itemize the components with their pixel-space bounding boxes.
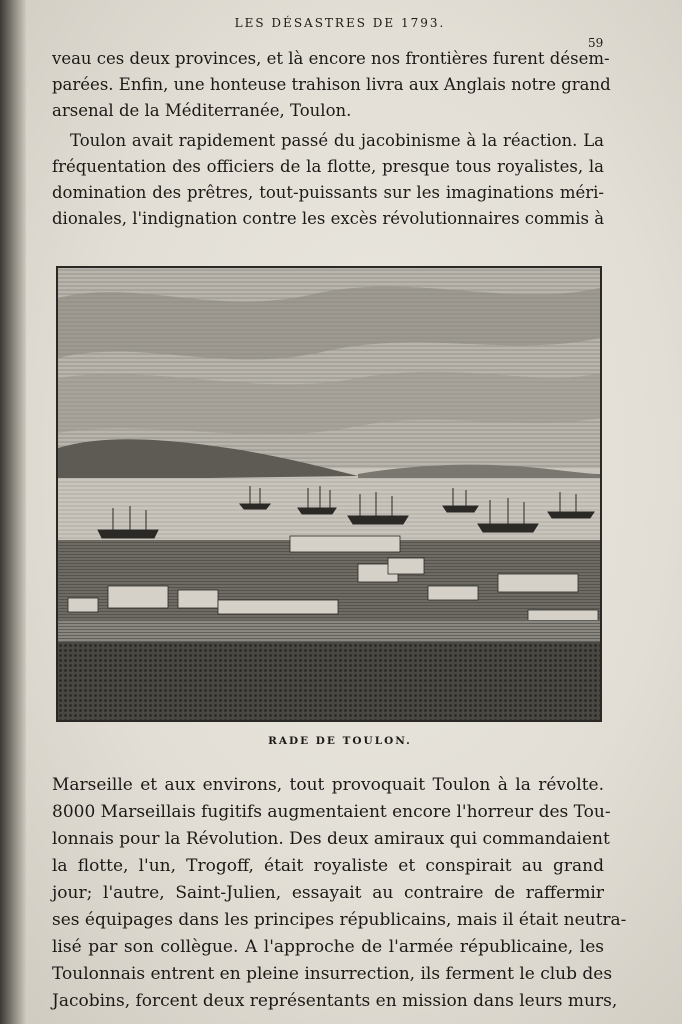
text-line: jour; l'autre, Saint-Julien, essayait au contraire de raffermir xyxy=(52,883,604,903)
text-line: ses équipages dans les principes républicains, mais il était neutra- xyxy=(52,910,627,930)
text-line: 8000 Marseillais fugitifs augmentaient encore l'horreur des Tou- xyxy=(52,802,611,822)
text-line: lisé par son collègue. A l'approche de l'armée républicaine, les xyxy=(52,937,604,957)
text-line: arsenal de la Méditerranée, Toulon. xyxy=(52,101,352,120)
text-line: parées. Enfin, une honteuse trahison livra aux Anglais notre grand xyxy=(52,75,611,94)
running-head: LES DÉSASTRES DE 1793. xyxy=(234,16,446,30)
text-line: Toulonnais entrent en pleine insurrection, ils ferment le club des xyxy=(52,964,613,984)
paragraph-2 xyxy=(52,128,604,232)
figure-caption: RADE DE TOULON. xyxy=(268,735,412,747)
text-line: veau ces deux provinces, et là encore nos frontières furent désem- xyxy=(52,49,610,68)
text-line: fréquentation des officiers de la flotte, presque tous royalistes, la xyxy=(52,157,604,176)
text-line: Jacobins, forcent deux représentants en mission dans leurs murs, xyxy=(52,991,618,1011)
text-line: dionales, l'indignation contre les excès révolutionnaires commis à xyxy=(52,209,605,228)
text-line: domination des prêtres, tout-puissants sur les imaginations méri- xyxy=(52,183,604,202)
harbor-engraving xyxy=(58,268,600,720)
paragraph-3 xyxy=(52,772,627,1015)
paragraph-1 xyxy=(52,46,611,124)
engraving-illustration xyxy=(56,266,602,722)
page-number: 59 xyxy=(588,36,604,50)
text-line: la flotte, l'un, Trogoff, était royaliste et conspirait au grand xyxy=(52,856,604,876)
text-line: Marseille et aux environs, tout provoquait Toulon à la révolte. xyxy=(52,775,604,795)
text-line: Toulon avait rapidement passé du jacobinisme à la réaction. La xyxy=(70,131,604,150)
text-line: lonnais pour la Révolution. Des deux amiraux qui commandaient xyxy=(52,829,610,849)
book-gutter xyxy=(0,0,26,1024)
foreground-trees xyxy=(58,642,600,720)
